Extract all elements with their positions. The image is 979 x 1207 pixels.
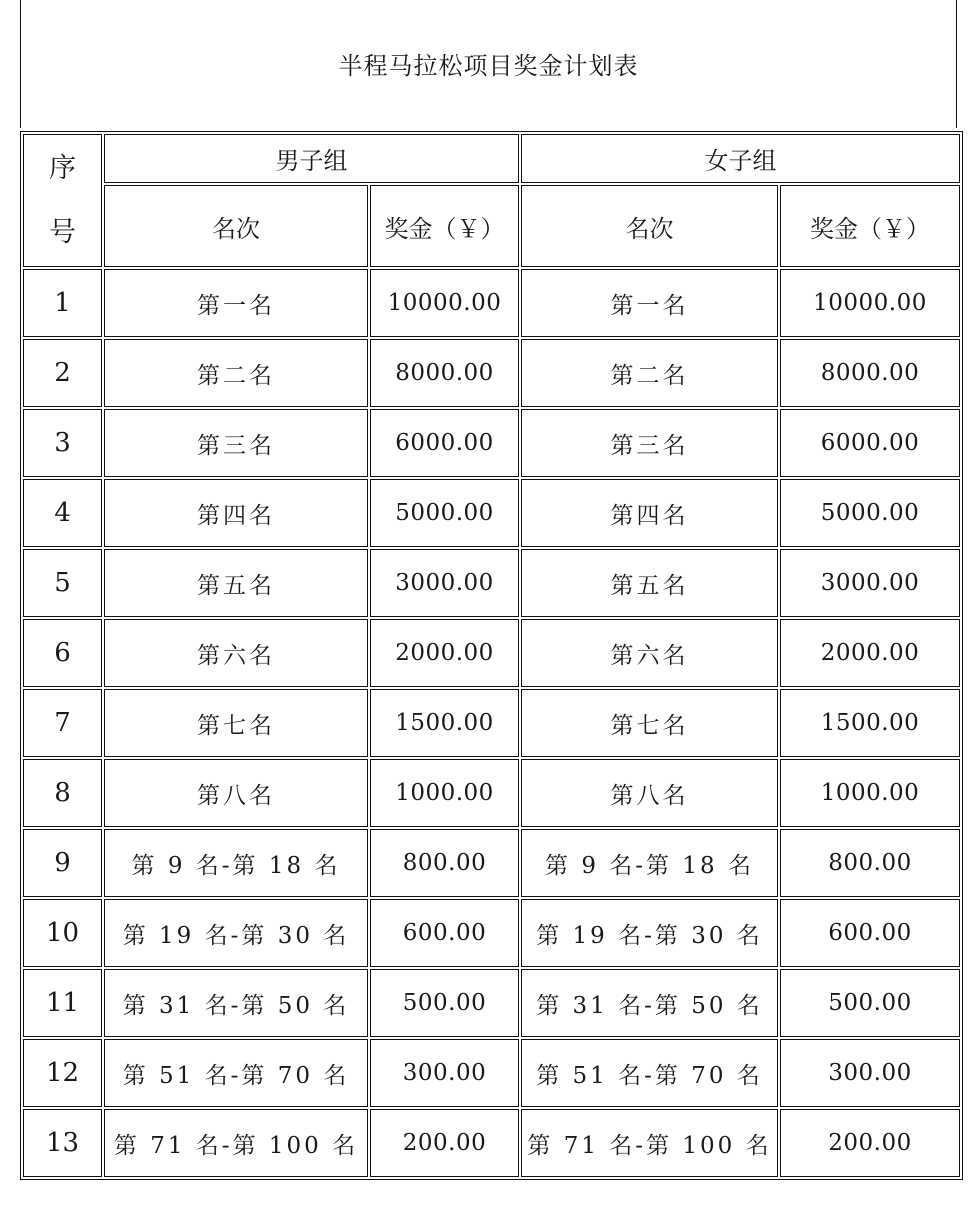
female-prize-cell: 5000.00 <box>780 479 960 547</box>
female-rank-cell: 第 19 名-第 30 名 <box>521 899 778 967</box>
female-prize-cell: 2000.00 <box>780 619 960 687</box>
seq-cell: 13 <box>23 1109 102 1177</box>
table-row <box>23 689 960 757</box>
page-title: 半程马拉松项目奖金计划表 <box>338 52 639 80</box>
table-row <box>23 1109 960 1177</box>
table-row <box>23 479 960 547</box>
seq-cell: 3 <box>23 409 102 477</box>
female-prize-header: 奖金（￥） <box>780 185 960 267</box>
male-rank-cell: 第 19 名-第 30 名 <box>104 899 368 967</box>
seq-header-line2: 号 <box>49 216 76 248</box>
male-prize-cell: 500.00 <box>370 969 519 1037</box>
male-rank-cell: 第八名 <box>104 759 368 827</box>
seq-cell: 4 <box>23 479 102 547</box>
female-rank-cell: 第 71 名-第 100 名 <box>521 1109 778 1177</box>
table-row <box>23 339 960 407</box>
table-row <box>23 829 960 897</box>
male-rank-cell: 第五名 <box>104 549 368 617</box>
female-prize-cell: 10000.00 <box>780 269 960 337</box>
seq-cell: 9 <box>23 829 102 897</box>
male-prize-cell: 10000.00 <box>370 269 519 337</box>
male-rank-cell: 第六名 <box>104 619 368 687</box>
seq-cell: 8 <box>23 759 102 827</box>
female-prize-cell: 1000.00 <box>780 759 960 827</box>
male-prize-cell: 6000.00 <box>370 409 519 477</box>
female-prize-cell: 300.00 <box>780 1039 960 1107</box>
male-prize-cell: 2000.00 <box>370 619 519 687</box>
male-rank-cell: 第三名 <box>104 409 368 477</box>
female-prize-cell: 8000.00 <box>780 339 960 407</box>
female-prize-cell: 3000.00 <box>780 549 960 617</box>
female-rank-cell: 第三名 <box>521 409 778 477</box>
title-box <box>20 0 957 128</box>
seq-cell: 6 <box>23 619 102 687</box>
table-row <box>23 1039 960 1107</box>
female-rank-cell: 第四名 <box>521 479 778 547</box>
table-row <box>23 759 960 827</box>
male-rank-cell: 第 51 名-第 70 名 <box>104 1039 368 1107</box>
female-rank-cell: 第 31 名-第 50 名 <box>521 969 778 1037</box>
female-prize-cell: 1500.00 <box>780 689 960 757</box>
header-row-columns <box>23 185 960 267</box>
male-prize-cell: 200.00 <box>370 1109 519 1177</box>
seq-cell: 10 <box>23 899 102 967</box>
female-prize-cell: 500.00 <box>780 969 960 1037</box>
seq-header-cell <box>23 134 102 267</box>
prize-table <box>20 131 963 1180</box>
seq-cell: 5 <box>23 549 102 617</box>
table-row <box>23 619 960 687</box>
male-rank-cell: 第 31 名-第 50 名 <box>104 969 368 1037</box>
male-rank-cell: 第一名 <box>104 269 368 337</box>
male-rank-cell: 第四名 <box>104 479 368 547</box>
table-row <box>23 549 960 617</box>
female-rank-header: 名次 <box>521 185 778 267</box>
female-prize-cell: 800.00 <box>780 829 960 897</box>
female-rank-cell: 第七名 <box>521 689 778 757</box>
seq-cell: 7 <box>23 689 102 757</box>
header-row-groups <box>23 134 960 183</box>
female-rank-cell: 第八名 <box>521 759 778 827</box>
female-rank-cell: 第六名 <box>521 619 778 687</box>
seq-cell: 2 <box>23 339 102 407</box>
male-rank-cell: 第七名 <box>104 689 368 757</box>
seq-header-line1: 序 <box>49 152 76 184</box>
male-prize-cell: 3000.00 <box>370 549 519 617</box>
male-prize-cell: 300.00 <box>370 1039 519 1107</box>
table-row <box>23 969 960 1037</box>
male-rank-header: 名次 <box>104 185 368 267</box>
table-row <box>23 899 960 967</box>
female-rank-cell: 第 51 名-第 70 名 <box>521 1039 778 1107</box>
female-rank-cell: 第一名 <box>521 269 778 337</box>
female-rank-cell: 第二名 <box>521 339 778 407</box>
male-prize-cell: 1500.00 <box>370 689 519 757</box>
male-prize-cell: 5000.00 <box>370 479 519 547</box>
male-prize-header: 奖金（￥） <box>370 185 519 267</box>
male-group-header: 男子组 <box>104 134 519 183</box>
female-prize-cell: 6000.00 <box>780 409 960 477</box>
male-rank-cell: 第 9 名-第 18 名 <box>104 829 368 897</box>
male-prize-cell: 8000.00 <box>370 339 519 407</box>
seq-cell: 11 <box>23 969 102 1037</box>
table-row <box>23 269 960 337</box>
female-rank-cell: 第 9 名-第 18 名 <box>521 829 778 897</box>
male-prize-cell: 1000.00 <box>370 759 519 827</box>
seq-cell: 1 <box>23 269 102 337</box>
female-prize-cell: 600.00 <box>780 899 960 967</box>
male-rank-cell: 第二名 <box>104 339 368 407</box>
male-prize-cell: 600.00 <box>370 899 519 967</box>
seq-cell: 12 <box>23 1039 102 1107</box>
female-group-header: 女子组 <box>521 134 960 183</box>
male-prize-cell: 800.00 <box>370 829 519 897</box>
female-prize-cell: 200.00 <box>780 1109 960 1177</box>
male-rank-cell: 第 71 名-第 100 名 <box>104 1109 368 1177</box>
female-rank-cell: 第五名 <box>521 549 778 617</box>
table-row <box>23 409 960 477</box>
